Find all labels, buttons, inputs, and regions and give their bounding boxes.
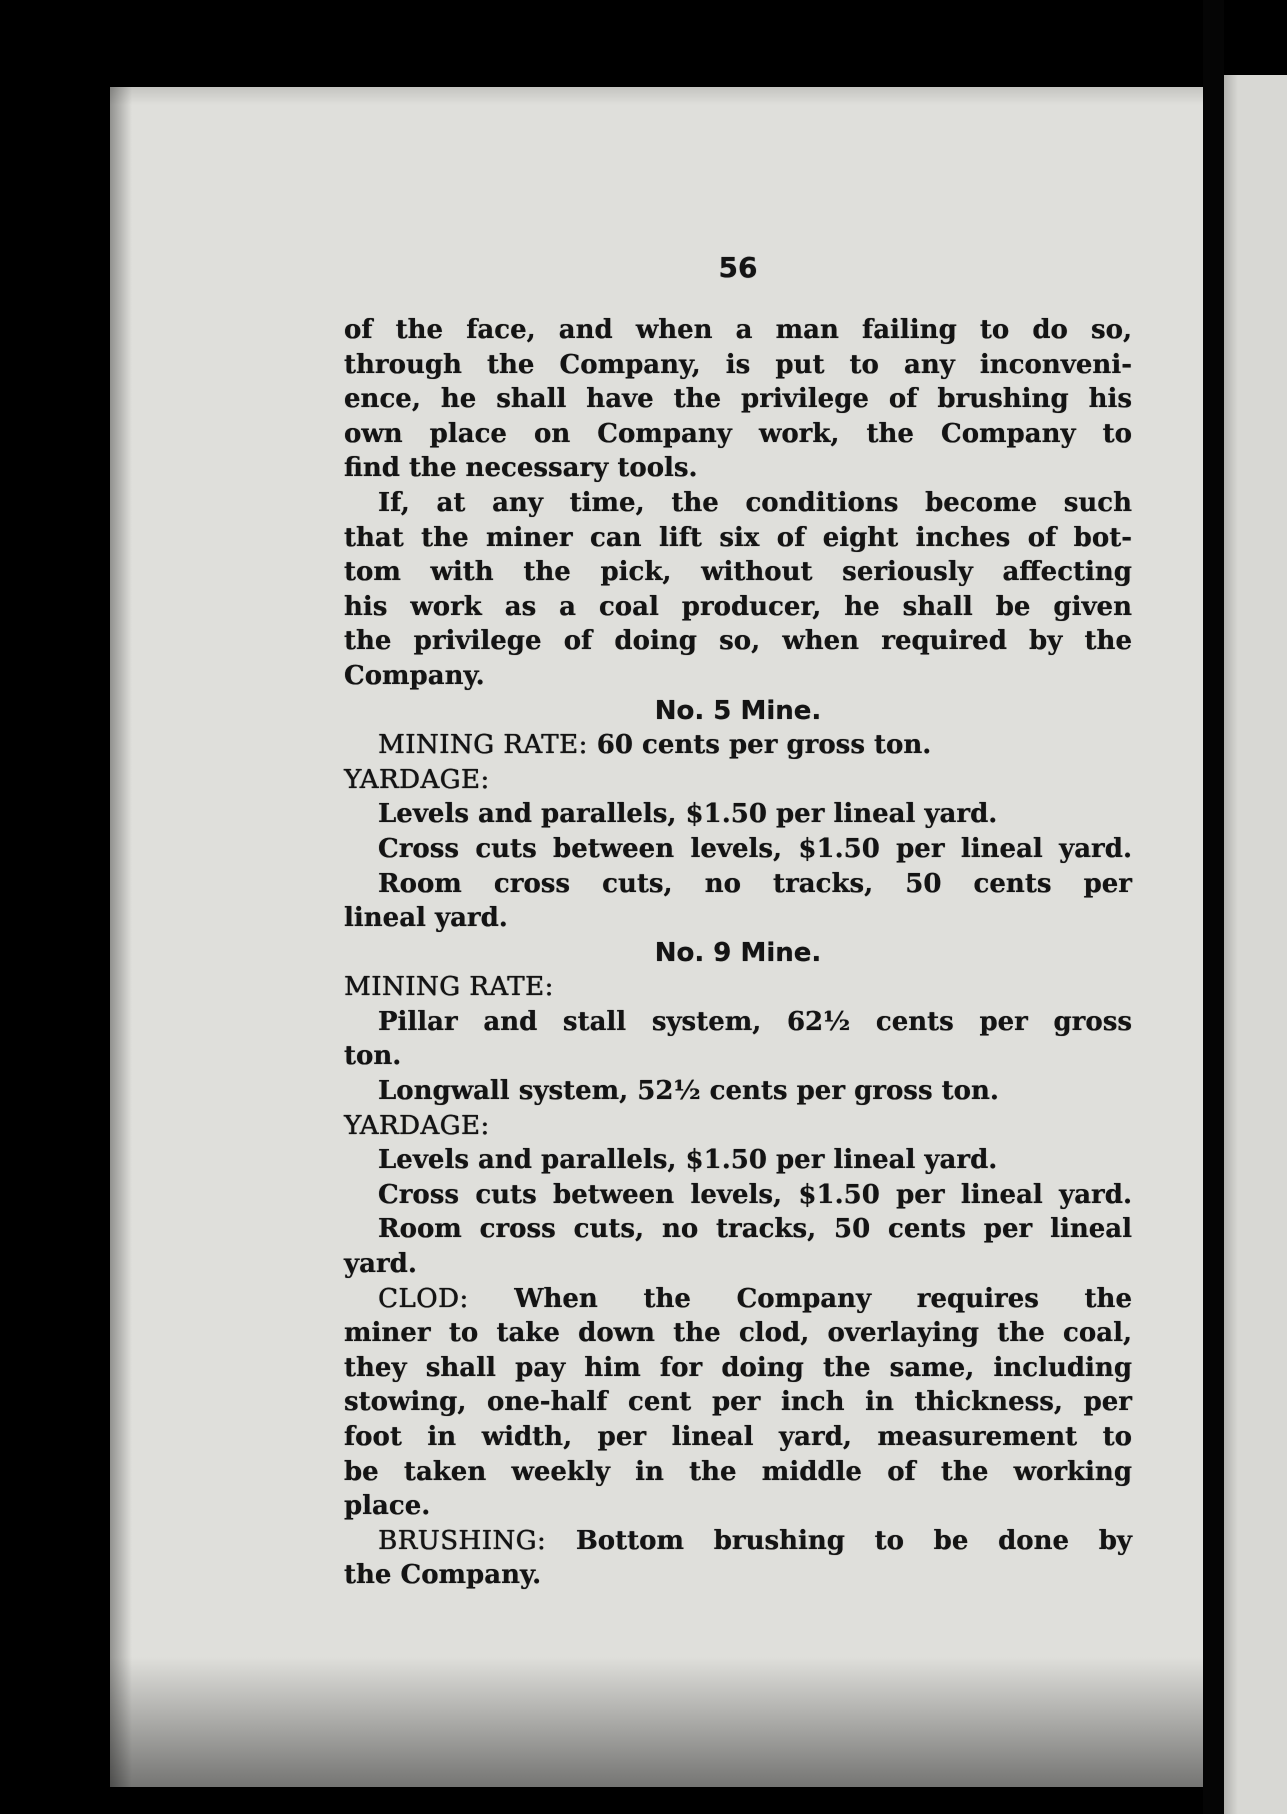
text-line: ence, he shall have the privilege of brushing his: [344, 384, 1132, 415]
text-line: ton.: [344, 1041, 402, 1072]
text-line: that the miner can lift six of eight inches of bot-: [344, 522, 1132, 553]
text-line: the Company.: [344, 1560, 542, 1591]
text-line: they shall pay him for doing the same, including: [344, 1352, 1132, 1383]
text-line: yard.: [344, 1249, 417, 1280]
brushing-text: Bottom brushing to be done by: [575, 1525, 1132, 1556]
text-line: Levels and parallels, $1.50 per lineal yard.: [378, 799, 998, 830]
brushing-line: [344, 1524, 1132, 1559]
text-line: If, at any time, the conditions become such: [378, 487, 1132, 518]
text-line: tom with the pick, without seriously affecting: [344, 557, 1132, 588]
section-heading-mine-5: No. 5 Mine.: [654, 695, 822, 726]
text-line: find the necessary tools.: [344, 453, 698, 484]
yardage-label: YARDAGE:: [344, 764, 490, 795]
text-line: Room cross cuts, no tracks, 50 cents per: [378, 868, 1132, 899]
text-line: of the face, and when a man failing to do so,: [344, 315, 1132, 345]
yardage-label-line: [344, 1109, 1132, 1144]
text-line: Cross cuts between levels, $1.50 per lineal yard.: [378, 833, 1132, 864]
text-line: be taken weekly in the middle of the working: [344, 1456, 1132, 1487]
text-line: Company.: [344, 660, 485, 691]
yardage-label: YARDAGE:: [344, 1110, 490, 1141]
adjacent-page-edge: [1224, 75, 1287, 1814]
text-line: Pillar and stall system, 62½ cents per gross: [378, 1006, 1132, 1037]
text-line: foot in width, per lineal yard, measurement to: [344, 1422, 1132, 1452]
mining-rate-label-line: [344, 970, 1132, 1005]
text-line: stowing, one-half cent per inch in thickness, per: [344, 1387, 1132, 1418]
text-line: Levels and parallels, $1.50 per lineal yard.: [378, 1145, 998, 1176]
mining-rate-line: [344, 728, 1132, 763]
yardage-label-line: [344, 763, 1132, 798]
text-line: his work as a coal producer, he shall be given: [344, 591, 1132, 622]
text-line: own place on Company work, the Company to: [344, 418, 1132, 449]
text-line: lineal yard.: [344, 903, 508, 934]
mining-rate-label: MINING RATE:: [344, 972, 554, 1003]
book-gutter: [1203, 0, 1224, 1814]
clod-label: CLOD:: [378, 1283, 469, 1314]
text-line: Longwall system, 52½ cents per gross ton.: [378, 1076, 999, 1107]
mining-rate-label: MINING RATE:: [378, 730, 588, 761]
clod-line: [344, 1282, 1132, 1317]
text-line: Cross cuts between levels, $1.50 per lineal yard.: [378, 1179, 1132, 1210]
mining-rate-text: 60 cents per gross ton.: [596, 730, 932, 761]
text-line: the privilege of doing so, when required by the: [344, 626, 1132, 657]
text-line: Room cross cuts, no tracks, 50 cents per lineal: [378, 1214, 1132, 1245]
text-line: through the Company, is put to any inconveni-: [344, 349, 1132, 380]
text-line: place.: [344, 1491, 431, 1522]
clod-text: When the Company requires the: [514, 1283, 1132, 1314]
page-text: [344, 313, 1132, 1593]
page-number: 56: [718, 251, 758, 284]
section-heading-mine-9: No. 9 Mine.: [654, 937, 822, 968]
text-line: miner to take down the clod, overlaying the coal,: [344, 1318, 1132, 1349]
brushing-label: BRUSHING:: [378, 1525, 547, 1556]
